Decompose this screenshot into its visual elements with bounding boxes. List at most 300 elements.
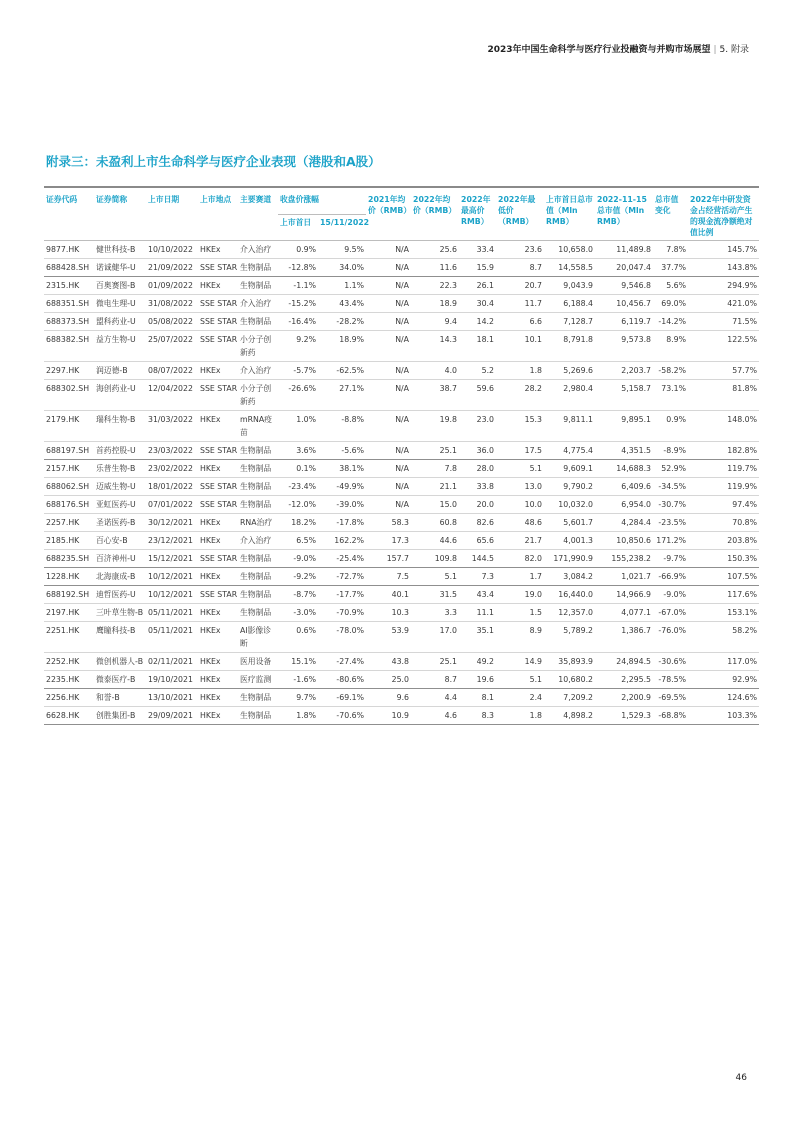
cell-ipo-change: 18.2% [291,518,316,527]
cell-rd-ratio: 294.9% [727,281,758,290]
page-number: 46 [735,1073,747,1083]
cell-date: 13/10/2021 [148,693,193,702]
cell-avg2021: 10.9 [391,711,410,720]
cell-change: 18.9% [339,335,365,344]
cell-change: -70.6% [336,711,365,720]
cell-avg2021: N/A [395,263,410,272]
cell-venue: SSE STAR [200,384,238,393]
cell-mcap-chg: 171.2% [656,536,687,545]
cell-high2022: 82.6 [476,518,495,527]
cell-date: 10/10/2022 [148,245,193,254]
cell-ipo-change: 15.1% [291,657,316,666]
cell-track: 生物制品 [240,482,272,491]
cell-mcap-now: 6,409.6 [621,482,652,491]
cell-high2022: 33.4 [476,245,495,254]
cell-name: 三叶草生物-B [96,608,144,617]
table-row [44,295,759,313]
cell-mcap-now: 2,203.7 [621,366,652,375]
cell-name: 亚虹医药-U [96,500,136,509]
table-row [44,313,759,331]
table-row [44,460,759,478]
cell-low2022: 1.5 [529,608,543,617]
cell-date: 21/09/2022 [148,263,193,272]
col-header-mcap-chg: 总市值变化 [655,195,679,215]
cell-ipo-change: -9.2% [293,572,316,581]
cell-mcap-chg: -9.0% [663,590,687,599]
cell-name: 北海康成-B [96,572,136,581]
col-header-change-group: 收盘价涨幅 [278,190,366,215]
cell-mcap-ipo: 10,032.0 [558,500,594,509]
cell-name: 益方生物-U [96,335,136,344]
cell-name: 诺诚健华-U [96,263,136,272]
table-row [44,411,759,442]
cell-low2022: 20.7 [524,281,543,290]
cell-ipo-change: -5.7% [293,366,316,375]
cell-venue: HKEx [200,281,221,290]
cell-change: -49.9% [336,482,365,491]
cell-code: 688302.SH [46,384,90,393]
cell-avg2022: 5.1 [444,572,458,581]
cell-name: 润迈德-B [96,366,128,375]
col-header-mcap-ipo: 上市首日总市值（Mln RMB） [546,195,593,226]
col-header-high2022: 2022年最高价RMB） [461,195,491,226]
cell-rd-ratio: 81.8% [732,384,758,393]
cell-ipo-change: -15.2% [288,299,316,308]
table-row [44,707,759,725]
cell-low2022: 17.5 [524,446,543,455]
cell-high2022: 7.3 [481,572,495,581]
cell-rd-ratio: 117.6% [727,590,758,599]
cell-date: 10/12/2021 [148,572,193,581]
cell-mcap-ipo: 3,084.2 [563,572,594,581]
cell-rd-ratio: 107.5% [727,572,758,581]
cell-mcap-chg: 52.9% [661,464,687,473]
cell-mcap-ipo: 16,440.0 [558,590,594,599]
cell-track: 医疗监测 [240,675,272,684]
cell-track: 小分子创新药 [240,384,272,406]
cell-high2022: 11.1 [476,608,495,617]
cell-ipo-change: 6.5% [296,536,316,545]
cell-mcap-ipo: 35,893.9 [558,657,594,666]
cell-track: 介入治疗 [240,299,272,308]
cell-mcap-ipo: 5,269.6 [563,366,594,375]
cell-code: 6628.HK [46,711,80,720]
cell-avg2022: 44.6 [439,536,458,545]
cell-mcap-ipo: 5,789.2 [563,626,594,635]
cell-ipo-change: -26.6% [288,384,316,393]
cell-mcap-ipo: 4,898.2 [563,711,594,720]
cell-name: 首药控股-U [96,446,136,455]
cell-avg2021: N/A [395,317,410,326]
cell-change: -80.6% [336,675,365,684]
cell-rd-ratio: 124.6% [727,693,758,702]
cell-low2022: 1.8 [529,366,543,375]
cell-mcap-now: 5,158.7 [621,384,652,393]
cell-avg2021: N/A [395,366,410,375]
cell-venue: HKEx [200,415,221,424]
cell-avg2022: 31.5 [439,590,458,599]
table-row [44,586,759,604]
cell-mcap-ipo: 12,357.0 [558,608,594,617]
cell-avg2022: 4.6 [444,711,458,720]
cell-high2022: 26.1 [476,281,495,290]
cell-mcap-now: 6,954.0 [621,500,652,509]
cell-avg2021: 7.5 [396,572,410,581]
cell-avg2021: 43.8 [391,657,410,666]
cell-code: 688192.SH [46,590,90,599]
cell-date: 31/08/2022 [148,299,193,308]
col-header-change-ipo: 上市首日 [280,218,312,228]
cell-ipo-change: 0.9% [296,245,316,254]
cell-code: 2235.HK [46,675,80,684]
cell-low2022: 82.0 [524,554,543,563]
table-row [44,277,759,295]
cell-code: 2197.HK [46,608,80,617]
cell-mcap-chg: 8.9% [666,335,687,344]
cell-rd-ratio: 148.0% [727,415,758,424]
cell-avg2021: 58.3 [391,518,410,527]
cell-low2022: 28.2 [524,384,543,393]
cell-mcap-now: 11,489.8 [616,245,652,254]
table-body [44,241,759,725]
cell-track: 介入治疗 [240,245,272,254]
cell-avg2022: 8.7 [444,675,458,684]
cell-code: 2251.HK [46,626,80,635]
cell-name: 乐普生物-B [96,464,136,473]
table-row [44,532,759,550]
col-header-venue: 上市地点 [200,195,232,204]
cell-low2022: 2.4 [529,693,543,702]
cell-name: 迪哲医药-U [96,590,136,599]
cell-mcap-ipo: 8,791.8 [563,335,594,344]
table-row [44,331,759,362]
cell-name: 微泰医疗-B [96,675,136,684]
cell-avg2022: 9.4 [444,317,458,326]
cell-venue: HKEx [200,536,221,545]
cell-change: -62.5% [336,366,365,375]
cell-track: mRNA疫苗 [240,415,272,437]
cell-avg2021: N/A [395,482,410,491]
cell-venue: HKEx [200,711,221,720]
cell-low2022: 23.6 [524,245,543,254]
col-header-code: 证券代码 [46,195,78,204]
cell-name: 和誉-B [96,693,120,702]
cell-mcap-now: 20,047.4 [616,263,652,272]
cell-mcap-now: 1,021.7 [621,572,652,581]
table-row [44,604,759,622]
col-header-avg2022: 2022年均价（RMB） [413,195,457,215]
cell-code: 9877.HK [46,245,80,254]
cell-low2022: 1.7 [529,572,543,581]
cell-high2022: 23.0 [476,415,495,424]
cell-date: 12/04/2022 [148,384,193,393]
cell-change: 38.1% [339,464,365,473]
table-row [44,380,759,411]
cell-high2022: 28.0 [476,464,495,473]
cell-name: 海创药业-U [96,384,136,393]
cell-mcap-ipo: 5,601.7 [563,518,594,527]
cell-venue: SSE STAR [200,263,238,272]
cell-mcap-chg: 5.6% [666,281,687,290]
cell-low2022: 6.6 [529,317,543,326]
cell-low2022: 19.0 [524,590,543,599]
cell-high2022: 36.0 [476,446,495,455]
cell-low2022: 48.6 [524,518,543,527]
col-header-rd-ratio: 2022年中研发资金占经营活动产生的现金流净额绝对值比例 [690,195,753,237]
cell-mcap-chg: -69.5% [658,693,687,702]
cell-track: 生物制品 [240,500,272,509]
table-row [44,259,759,277]
cell-mcap-ipo: 9,790.2 [563,482,594,491]
cell-avg2022: 4.0 [444,366,458,375]
cell-ipo-change: -1.1% [293,281,316,290]
cell-change: -25.4% [336,554,365,563]
cell-avg2021: N/A [395,464,410,473]
cell-avg2022: 4.4 [444,693,458,702]
cell-mcap-now: 14,688.3 [616,464,652,473]
cell-avg2022: 21.1 [439,482,458,491]
cell-venue: SSE STAR [200,317,238,326]
cell-mcap-chg: -30.7% [658,500,687,509]
cell-mcap-ipo: 9,609.1 [563,464,594,473]
cell-avg2021: 53.9 [391,626,410,635]
cell-mcap-chg: 73.1% [661,384,687,393]
cell-code: 2297.HK [46,366,80,375]
cell-venue: HKEx [200,518,221,527]
cell-venue: HKEx [200,626,221,635]
cell-code: 688197.SH [46,446,90,455]
cell-code: 1228.HK [46,572,80,581]
cell-avg2021: N/A [395,245,410,254]
cell-track: 生物制品 [240,464,272,473]
cell-name: 鹰瞳科技-B [96,626,136,635]
cell-ipo-change: 9.2% [296,335,316,344]
cell-avg2022: 17.0 [439,626,458,635]
cell-track: 生物制品 [240,711,272,720]
cell-mcap-now: 6,119.7 [621,317,652,326]
col-header-change-date: 15/11/2022 [320,218,370,228]
cell-name: 百奥赛图-B [96,281,136,290]
cell-code: 2256.HK [46,693,80,702]
cell-avg2021: N/A [395,446,410,455]
cell-code: 688176.SH [46,500,90,509]
cell-change: -17.8% [336,518,365,527]
table-row [44,671,759,689]
cell-code: 688373.SH [46,317,90,326]
cell-high2022: 19.6 [476,675,495,684]
cell-mcap-chg: -34.5% [658,482,687,491]
cell-low2022: 10.1 [524,335,543,344]
table-header [44,190,759,241]
cell-date: 08/07/2022 [148,366,193,375]
cell-mcap-ipo: 9,811.1 [563,415,594,424]
cell-mcap-ipo: 7,128.7 [563,317,594,326]
cell-change: -69.1% [336,693,365,702]
cell-change: -8.8% [341,415,365,424]
cell-rd-ratio: 182.8% [727,446,758,455]
cell-avg2021: 25.0 [391,675,410,684]
cell-name: 创胜集团-B [96,711,136,720]
cell-name: 百心安-B [96,536,128,545]
cell-mcap-now: 10,850.6 [616,536,652,545]
cell-date: 07/01/2022 [148,500,193,509]
cell-name: 圣诺医药-B [96,518,136,527]
cell-mcap-ipo: 171,990.9 [553,554,594,563]
cell-avg2022: 109.8 [434,554,458,563]
cell-avg2021: 10.3 [391,608,410,617]
cell-track: RNA治疗 [240,518,273,527]
cell-date: 10/12/2021 [148,590,193,599]
cell-name: 迈威生物-U [96,482,136,491]
cell-date: 19/10/2021 [148,675,193,684]
cell-code: 2179.HK [46,415,80,424]
cell-mcap-now: 1,386.7 [621,626,652,635]
cell-mcap-now: 2,295.5 [621,675,652,684]
cell-mcap-chg: -30.6% [658,657,687,666]
cell-high2022: 5.2 [481,366,495,375]
cell-low2022: 1.8 [529,711,543,720]
cell-date: 02/11/2021 [148,657,193,666]
cell-change: -27.4% [336,657,365,666]
col-header-low2022: 2022年最低价（RMB） [498,195,536,226]
cell-rd-ratio: 119.9% [727,482,758,491]
cell-low2022: 13.0 [524,482,543,491]
cell-rd-ratio: 119.7% [727,464,758,473]
cell-ipo-change: -23.4% [288,482,316,491]
cell-name: 百济神州-U [96,554,136,563]
cell-avg2022: 14.3 [439,335,458,344]
cell-track: 生物制品 [240,554,272,563]
col-header-date: 上市日期 [148,195,180,204]
cell-date: 01/09/2022 [148,281,193,290]
cell-mcap-now: 2,200.9 [621,693,652,702]
cell-venue: HKEx [200,675,221,684]
cell-date: 23/03/2022 [148,446,193,455]
cell-low2022: 11.7 [524,299,543,308]
cell-change: -78.0% [336,626,365,635]
cell-avg2022: 25.1 [439,446,458,455]
cell-ipo-change: 0.1% [296,464,316,473]
cell-mcap-now: 14,966.9 [616,590,652,599]
cell-date: 15/12/2021 [148,554,193,563]
cell-mcap-chg: 69.0% [661,299,687,308]
table-row [44,514,759,532]
cell-venue: SSE STAR [200,590,238,599]
cell-ipo-change: 9.7% [296,693,316,702]
cell-mcap-ipo: 7,209.2 [563,693,594,702]
cell-date: 05/11/2021 [148,608,193,617]
cell-mcap-chg: -8.9% [663,446,687,455]
cell-high2022: 14.2 [476,317,495,326]
cell-high2022: 8.3 [481,711,495,720]
cell-mcap-chg: 7.8% [666,245,687,254]
cell-low2022: 15.3 [524,415,543,424]
cell-date: 18/01/2022 [148,482,193,491]
cell-ipo-change: -12.0% [288,500,316,509]
cell-track: 生物制品 [240,317,272,326]
cell-avg2022: 22.3 [439,281,458,290]
cell-high2022: 18.1 [476,335,495,344]
table-row [44,478,759,496]
cell-venue: HKEx [200,693,221,702]
cell-mcap-ipo: 14,558.5 [558,263,594,272]
cell-track: 介入治疗 [240,366,272,375]
cell-mcap-ipo: 2,980.4 [563,384,594,393]
cell-ipo-change: -16.4% [288,317,316,326]
cell-mcap-ipo: 6,188.4 [563,299,594,308]
cell-rd-ratio: 143.8% [727,263,758,272]
cell-avg2021: N/A [395,500,410,509]
cell-avg2022: 3.3 [444,608,458,617]
cell-low2022: 8.9 [529,626,543,635]
cell-rd-ratio: 103.3% [727,711,758,720]
table-row [44,241,759,259]
cell-rd-ratio: 70.8% [732,518,758,527]
cell-name: 微创机器人-B [96,657,144,666]
cell-ipo-change: -1.6% [293,675,316,684]
cell-rd-ratio: 150.3% [727,554,758,563]
table-row [44,689,759,707]
cell-change: -28.2% [336,317,365,326]
cell-rd-ratio: 145.7% [727,245,758,254]
cell-rd-ratio: 58.2% [732,626,758,635]
cell-date: 05/08/2022 [148,317,193,326]
cell-change: -17.7% [336,590,365,599]
cell-change: 27.1% [339,384,365,393]
cell-mcap-now: 9,895.1 [621,415,652,424]
col-header-mcap-now: 2022-11-15总市值（Mln RMB） [597,195,647,226]
cell-mcap-chg: -76.0% [658,626,687,635]
table-row [44,362,759,380]
cell-avg2021: 40.1 [391,590,410,599]
cell-venue: HKEx [200,464,221,473]
cell-code: 2257.HK [46,518,80,527]
cell-venue: HKEx [200,366,221,375]
cell-low2022: 5.1 [529,675,543,684]
cell-mcap-chg: 37.7% [661,263,687,272]
cell-high2022: 144.5 [471,554,495,563]
cell-mcap-chg: -58.2% [658,366,687,375]
cell-track: 生物制品 [240,608,272,617]
cell-avg2021: N/A [395,415,410,424]
cell-mcap-now: 4,077.1 [621,608,652,617]
cell-avg2022: 60.8 [439,518,458,527]
cell-high2022: 65.6 [476,536,495,545]
cell-low2022: 21.7 [524,536,543,545]
header-divider: | [713,45,717,55]
table-row [44,442,759,460]
running-header [487,42,749,55]
cell-avg2021: 9.6 [396,693,410,702]
cell-code: 2185.HK [46,536,80,545]
cell-venue: HKEx [200,657,221,666]
cell-name: 健世科技-B [96,245,136,254]
cell-change: -70.9% [336,608,365,617]
cell-mcap-ipo: 4,775.4 [563,446,594,455]
cell-avg2021: 17.3 [391,536,410,545]
cell-venue: SSE STAR [200,335,238,344]
cell-mcap-now: 9,573.8 [621,335,652,344]
cell-code: 2315.HK [46,281,80,290]
table-row [44,568,759,586]
cell-high2022: 8.1 [481,693,495,702]
cell-venue: HKEx [200,572,221,581]
table-row [44,496,759,514]
cell-mcap-chg: -68.8% [658,711,687,720]
cell-change: 1.1% [344,281,365,290]
cell-ipo-change: 1.0% [296,415,316,424]
cell-rd-ratio: 421.0% [727,299,758,308]
